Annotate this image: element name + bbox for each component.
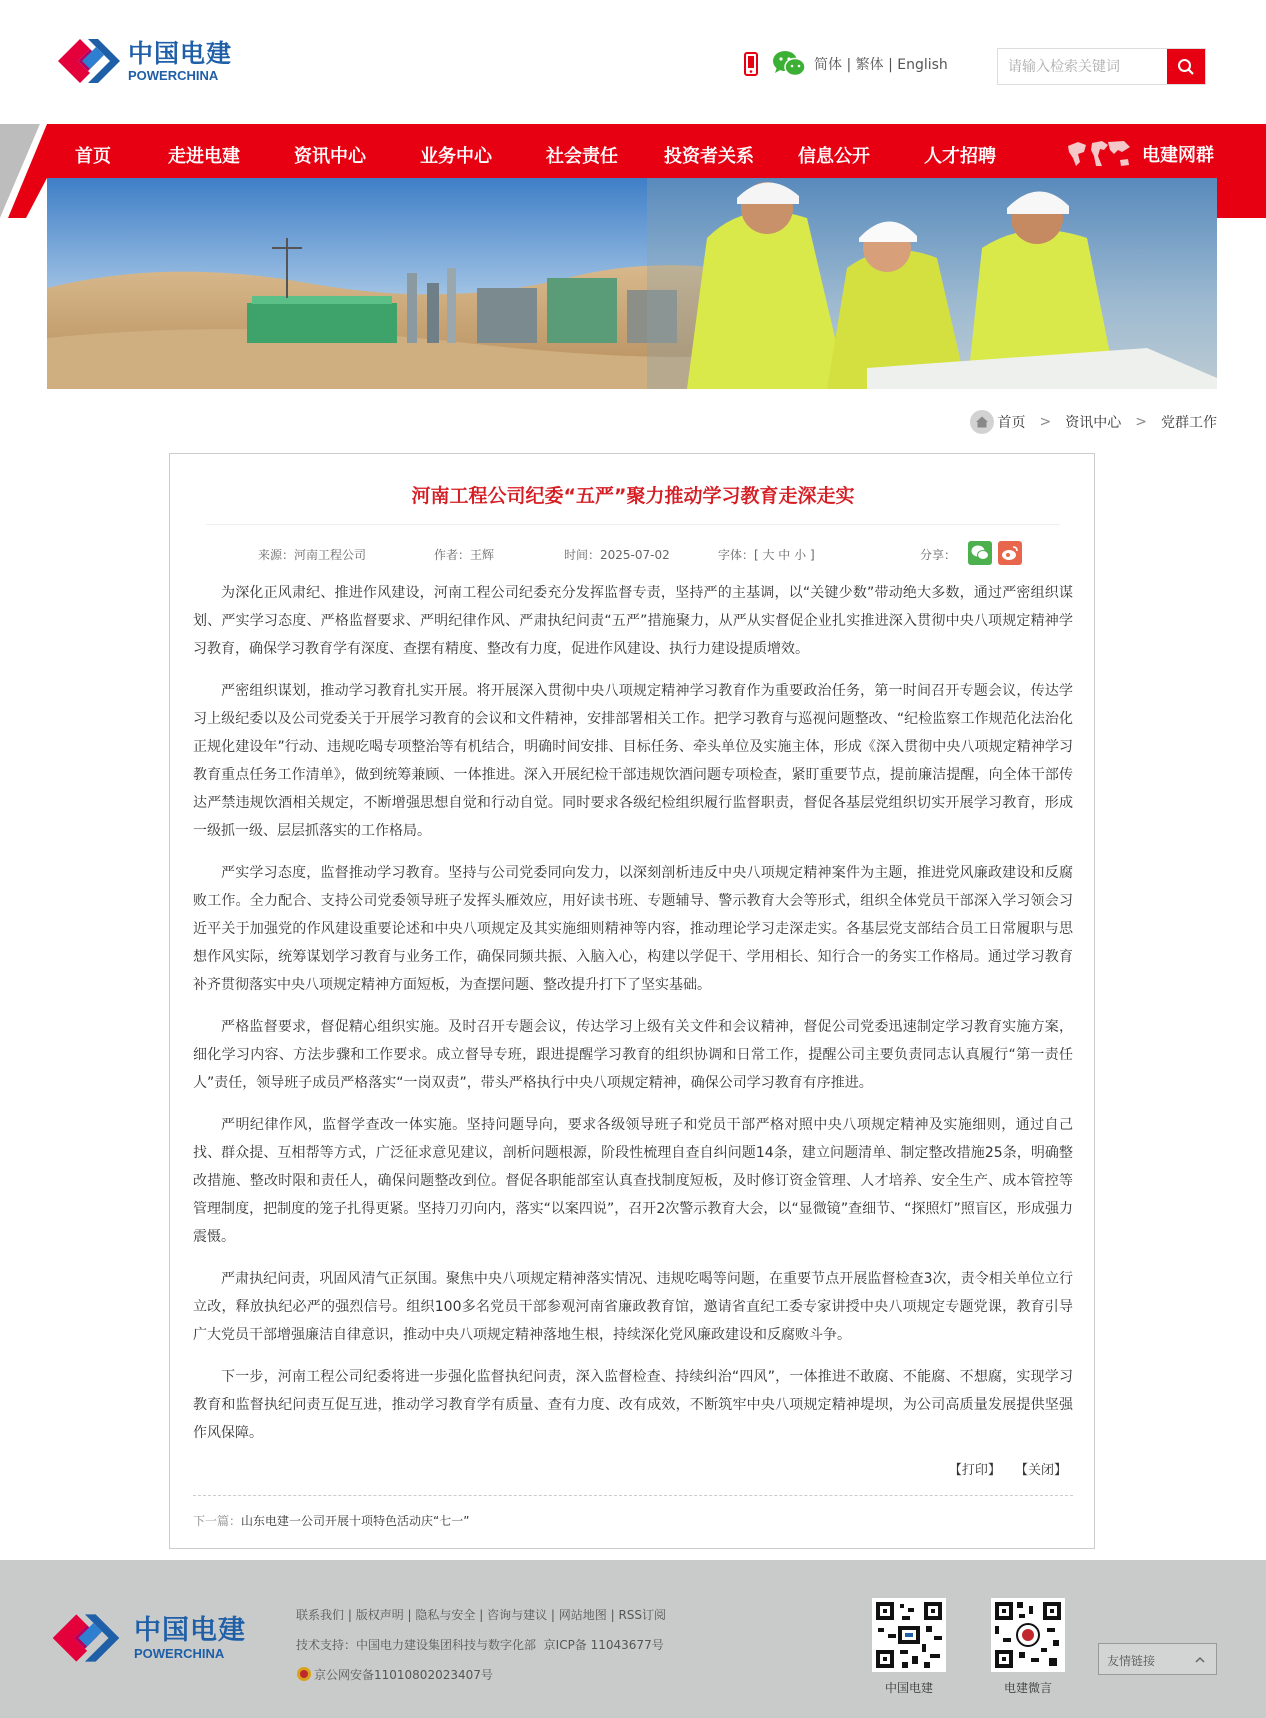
home-icon [970, 410, 994, 434]
tech-support-text: 技术支持：中国电力建设集团科技与数字化部 [296, 1638, 537, 1652]
footer-link-sitemap[interactable]: 网站地图 [558, 1608, 607, 1622]
print-button[interactable]: 【打印】 [948, 1463, 1001, 1478]
title-divider [206, 524, 1060, 525]
article-divider [193, 1495, 1073, 1496]
site-logo[interactable] [56, 34, 236, 88]
next-article-label: 下一篇： [193, 1514, 242, 1528]
article-author: 作者：王辉 [434, 548, 495, 562]
qr-code-icon [991, 1598, 1065, 1672]
police-record-link[interactable]: 京公网安备11010802023407号 [314, 1668, 493, 1682]
footer-link-separator: | [403, 1608, 416, 1622]
banner-illustration [47, 178, 1217, 389]
share-wechat-button[interactable] [968, 541, 992, 565]
article-paragraph: 严实学习态度，监督推动学习教育。坚持与公司党委同向发力，以深刻剖析违反中央八项规定精神案件为主题，推进党风廉政建设和反腐败工作。全力配合、支持公司党委领导班子发挥头雁效应，用好读书班、专题辅导、警示教育大会等形式，组织全体党员干部深入学习领会习近平关于加强党的作风建设重要论述和中央八项规定及其实施细则精神等内容，推动理论学习走深走实。各基层党支部结合员工日常履职与思想作风实际，统筹谋划学习教育与业务工作，确保同频共振、入脑入心，构建以学促干、学用相长、知行合一的务实工作格局。通过学习教育补齐贯彻落实中央八项规定精神方面短板，为查摆问题、整改提升打下了坚实基础。 [193, 865, 1073, 993]
article-paragraph: 下一步，河南工程公司纪委将进一步强化监督执纪问责，深入监督检查、持续纠治“四风”，一体推进不敢腐、不能腐、不想腐，实现学习教育和监督执纪问责互促互进，推动学习教育学有质量、查有力度、改有成效，不断筑牢中央八项规定精神堤坝，为公司高质量发展提供坚强作风保障。 [193, 1369, 1073, 1441]
chevron-up-icon [1194, 1654, 1206, 1666]
footer-link-contact[interactable]: 联系我们 [296, 1608, 345, 1622]
article-actions [939, 1459, 1067, 1478]
article-container [169, 453, 1095, 1549]
logo-text-en: POWERCHINA [128, 67, 219, 83]
article-paragraph: 严格监督要求，督促精心组织实施。及时召开专题会议，传达学习上级有关文件和会议精神，督促公司党委迅速制定学习教育实施方案，细化学习内容、方法步骤和工作要求。成立督导专班，跟进提醒学习教育的组织协调和日常工作，提醒公司主要负责同志认真履行“第一责任人”责任，领导班子成员严格落实“一岗双责”，带头严格执行中央八项规定精神，确保公司学习教育有序推进。 [193, 1019, 1073, 1091]
nav-item-disclosure[interactable]: 信息公开 [798, 146, 870, 167]
footer-logo[interactable] [48, 1609, 246, 1667]
share-label: 分享： [920, 548, 957, 562]
article-paragraph: 为深化正风肃纪、推进作风建设，河南工程公司纪委充分发挥监督专责，坚持严的主基调，以“关键少数”带动绝大多数，通过严密组织谋划、严实学习态度、严格监督要求、严明纪律作风、严肃执纪问责“五严”措施聚力，从严从实督促企业扎实推进深入贯彻中央八项规定精神学习教育，确保学习教育学有深度、查摆有精度、整改有力度，促进作风建设、执行力建设提质增效。 [193, 585, 1073, 657]
search-box [997, 48, 1206, 85]
qr-weiyan-label: 电建微言 [1003, 1681, 1052, 1695]
police-badge-icon [296, 1666, 312, 1682]
header-tools [744, 50, 948, 78]
next-article-link[interactable]: 山东电建一公司开展十项特色活动庆“七一” [241, 1514, 470, 1528]
net-group-link[interactable] [1064, 134, 1214, 174]
footer-link-separator: | [344, 1608, 356, 1622]
footer-link-copyright[interactable]: 版权声明 [355, 1608, 404, 1622]
net-group-label: 电建网群 [1142, 145, 1214, 166]
weibo-icon [998, 541, 1022, 565]
nav-item-investor-relations[interactable]: 投资者关系 [664, 146, 754, 167]
lang-separator: | [888, 57, 893, 73]
qr-code-icon [872, 1598, 946, 1672]
friend-links-label: 友情链接 [1107, 1654, 1156, 1668]
wechat-icon [968, 541, 992, 565]
breadcrumb-home-link[interactable]: 首页 [997, 415, 1026, 431]
nav-item-about[interactable]: 走进电建 [168, 146, 240, 167]
lang-separator: | [846, 57, 852, 73]
mobile-phone-icon[interactable] [744, 52, 758, 76]
font-size-control[interactable]: 字体：[ 大 中 小 ] [718, 548, 815, 562]
lang-simplified-link[interactable]: 简体 [814, 57, 842, 73]
footer-links [296, 1600, 666, 1690]
article-paragraph: 严明纪律作风，监督学查改一体实施。坚持问题导向，要求各级领导班子和党员干部严格对照中央八项规定精神及实施细则，通过自己找、群众提、互相帮等方式，广泛征求意见建议，剖析问题根源，阶段性梳理自查自纠问题14条，建立问题清单、制定整改措施25条，明确整改措施、整改时限和责任人，确保问题整改到位。督促各职能部室认真查找制度短板，及时修订资金管理、人才培养、安全生产、成本管控等管理制度，把制度的笼子扎得更紧。坚持刀刃向内，落实“以案四说”，召开2次警示教育大会，以“显微镜”查细节、“探照灯”照盲区，形成强力震慑。 [193, 1117, 1073, 1245]
qr-powerchina-label: 中国电建 [884, 1681, 933, 1695]
article-paragraph: 严密组织谋划，推动学习教育扎实开展。将开展深入贯彻中央八项规定精神学习教育作为重要政治任务，第一时间召开专题会议，传达学习上级纪委以及公司党委关于开展学习教育的会议和文件精神，安排部署相关工作。把学习教育与巡视问题整改、“纪检监察工作规范化法治化正规化建设年”行动、违规吃喝专项整治等有机结合，明确时间安排、目标任务、牵头单位及实施主体，形成《深入贯彻中央八项规定精神学习教育重点任务工作清单》，做到统筹兼顾、一体推进。深入开展纪检干部违规饮酒问题专项检查，紧盯重要节点，提前廉洁提醒，向全体干部传达严禁违规饮酒相关规定，不断增强思想自觉和行动自觉。同时要求各级纪检组织履行监督职责，督促各基层党组织切实开展学习教育，形成一级抓一级、层层抓落实的工作格局。 [193, 683, 1073, 839]
close-button[interactable]: 【关闭】 [1014, 1463, 1067, 1478]
breadcrumb-separator: > [1135, 414, 1147, 430]
logo-text-cn: 中国电建 [128, 38, 233, 68]
powerchina-logo-icon [48, 1609, 124, 1667]
friend-links-select[interactable] [1098, 1643, 1217, 1675]
footer-logo-text-en: POWERCHINA [134, 1645, 225, 1661]
footer-link-rss[interactable]: RSS订阅 [618, 1608, 667, 1622]
breadcrumb [970, 410, 1217, 434]
footer-link-separator: | [475, 1608, 488, 1622]
nav-item-business[interactable]: 业务中心 [420, 146, 492, 167]
lang-traditional-link[interactable]: 繁体 [855, 57, 884, 73]
article-source: 来源：河南工程公司 [258, 548, 367, 562]
qr-weiyan [991, 1598, 1065, 1696]
language-switcher [814, 54, 948, 74]
next-article [193, 1512, 469, 1529]
icp-link[interactable]: 京ICP备 11043677号 [543, 1638, 664, 1652]
footer-link-separator: | [606, 1608, 619, 1622]
footer-link-advice[interactable]: 咨询与建议 [487, 1608, 548, 1622]
breadcrumb-party-link[interactable]: 党群工作 [1161, 415, 1217, 431]
site-header [0, 0, 1266, 124]
nav-item-social-responsibility[interactable]: 社会责任 [546, 146, 618, 167]
site-footer [0, 1560, 1266, 1718]
wechat-icon[interactable] [772, 50, 806, 78]
qr-powerchina [872, 1598, 946, 1696]
article-body [193, 579, 1073, 1461]
footer-link-privacy[interactable]: 隐私与安全 [415, 1608, 476, 1622]
search-button[interactable] [1167, 49, 1205, 84]
breadcrumb-separator: > [1039, 414, 1052, 430]
hero-banner-image [47, 178, 1217, 389]
nav-item-news[interactable]: 资讯中心 [294, 146, 366, 167]
nav-item-careers[interactable]: 人才招聘 [924, 146, 996, 167]
article-date: 时间：2025-07-02 [564, 548, 670, 562]
world-map-icon [1064, 136, 1132, 172]
article-paragraph: 严肃执纪问责，巩固风清气正氛围。聚焦中央八项规定精神落实情况、违规吃喝等问题，在重要节点开展监督检查3次，责令相关单位立行立改，释放执纪必严的强烈信号。组织100多名党员干部参观河南省廉政教育馆，邀请省直纪工委专家讲授中央八项规定专题党课，教育引导广大党员干部增强廉洁自律意识，推动中央八项规定精神落地生根，持续深化党风廉政建设和反腐败斗争。 [193, 1271, 1073, 1343]
breadcrumb-news-link[interactable]: 资讯中心 [1065, 415, 1122, 431]
footer-link-separator: | [547, 1608, 559, 1622]
lang-english-link[interactable]: English [897, 57, 948, 73]
nav-item-home[interactable]: 首页 [75, 146, 111, 167]
search-icon [1177, 58, 1195, 76]
search-input[interactable] [998, 49, 1167, 84]
footer-logo-text-cn: 中国电建 [134, 1614, 246, 1646]
article-title: 河南工程公司纪委“五严”聚力推动学习教育走深走实 [411, 485, 855, 507]
powerchina-logo-icon [56, 34, 122, 88]
share-weibo-button[interactable] [998, 541, 1022, 565]
